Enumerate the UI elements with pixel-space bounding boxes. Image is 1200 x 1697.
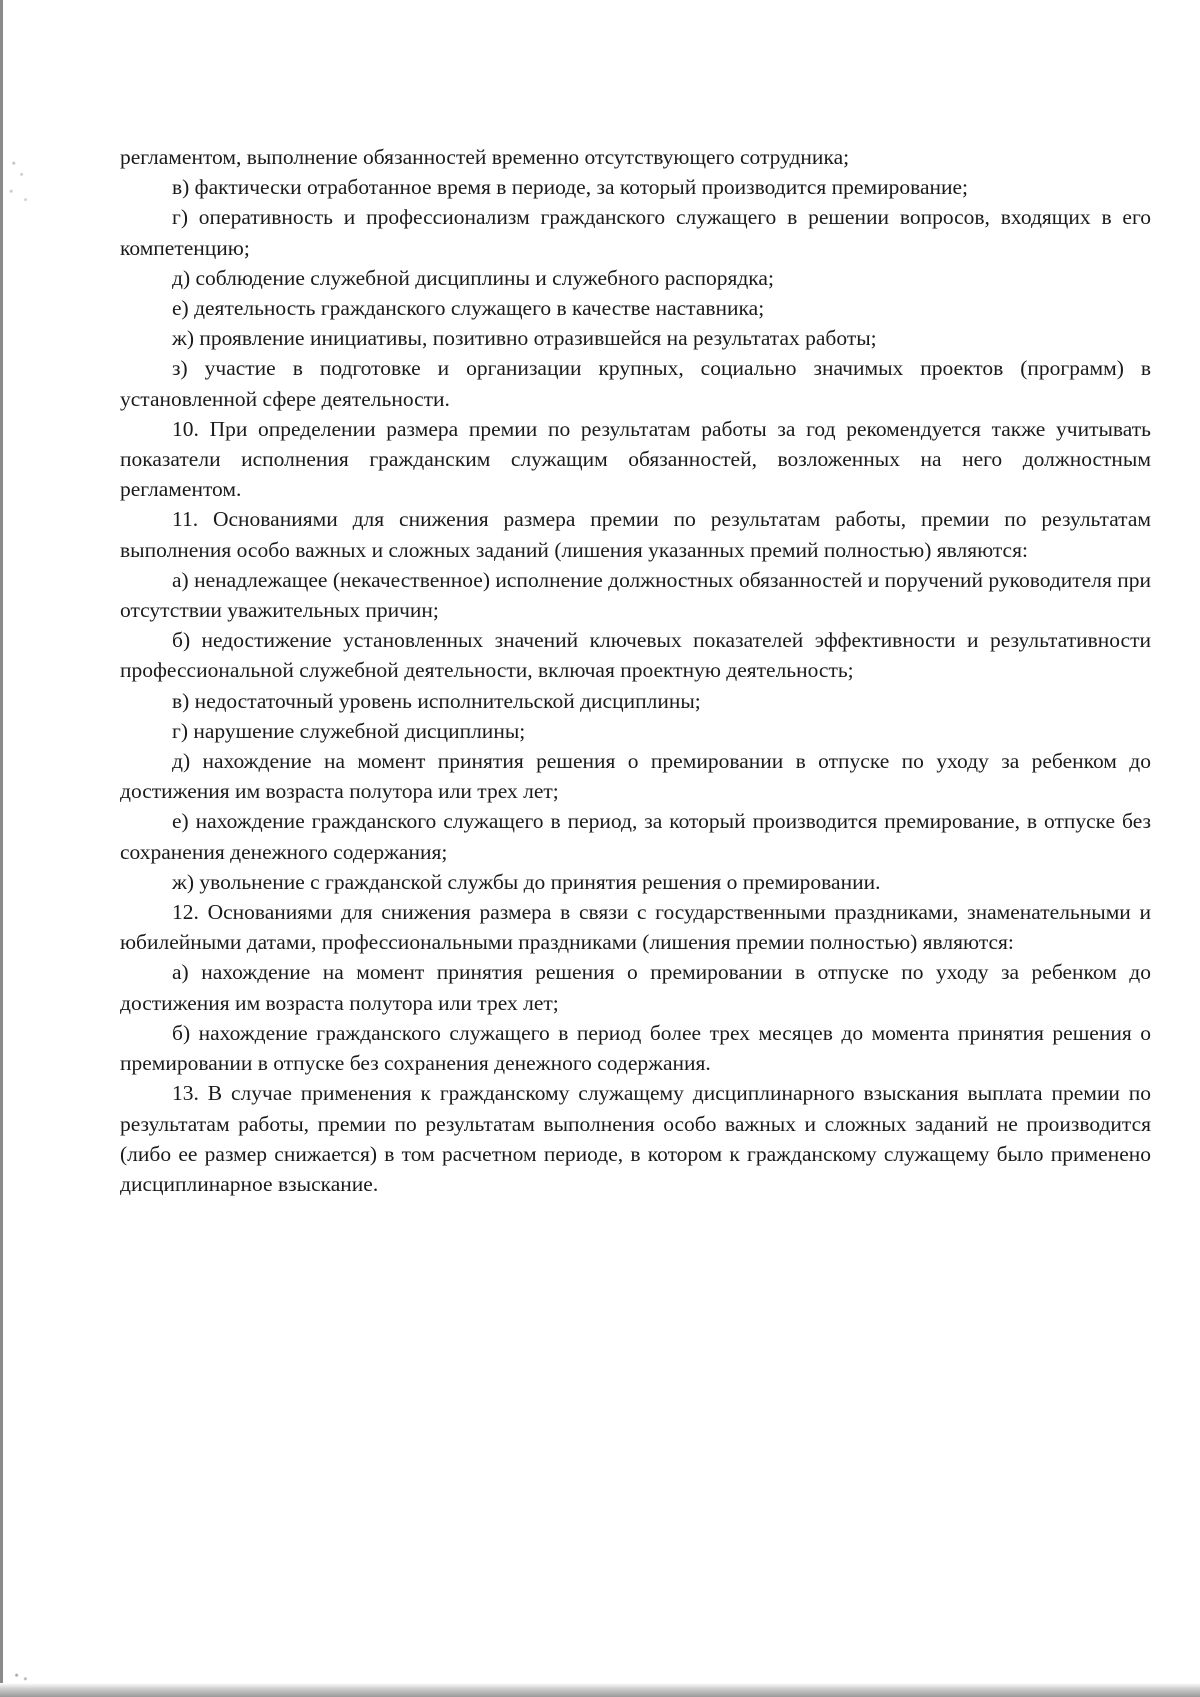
- paragraph-item-11e: е) нахождение гражданского служащего в период, за который производится премирование, в отпуске без сохранения денежного содержания;: [120, 809, 1151, 864]
- paragraph-continuation: регламентом, выполнение обязанностей временно отсутствующего сотрудника;: [120, 145, 850, 169]
- paragraph-item-9z: з) участие в подготовке и организации крупных, социально значимых проектов (программ) в установленной сфере деятельности.: [120, 356, 1151, 411]
- paragraph-clause-11: 11. Основаниями для снижения размера премии по результатам работы, премии по результатам выполнения особо важных и сложных заданий (лишения указанных премий полностью) являются:: [120, 507, 1151, 562]
- paragraph-item-11zh: ж) увольнение с гражданской службы до принятия решения о премировании.: [172, 869, 881, 894]
- paragraph-item-11v: в) недостаточный уровень исполнительской дисциплины;: [172, 688, 701, 713]
- document-body: [120, 142, 1151, 1199]
- paragraph-item-9d: д) соблюдение служебной дисциплины и служебного распорядка;: [172, 265, 774, 290]
- paragraph-item-11g: г) нарушение служебной дисциплины;: [172, 718, 526, 743]
- scan-edge-bottom: [0, 1683, 1200, 1697]
- paragraph-item-12a: а) нахождение на момент принятия решения о премировании в отпуске по уходу за ребенком до достижения им возраста полутора или трех лет;: [120, 960, 1151, 1015]
- paragraph-item-11b: б) недостижение установленных значений ключевых показателей эффективности и результативности профессиональной служебной деятельности, включая проектную деятельность;: [120, 628, 1151, 683]
- paragraph-clause-10: 10. При определении размера премии по результатам работы за год рекомендуется также учитывать показатели исполнения гражданским служащим обязанностей, возложенных на него должностным регламентом.: [120, 416, 1151, 502]
- paragraph-item-9e: е) деятельность гражданского служащего в качестве наставника;: [172, 296, 765, 321]
- paragraph-item-9zh: ж) проявление инициативы, позитивно отразившейся на результатах работы;: [172, 326, 877, 351]
- paragraph-clause-13: 13. В случае применения к гражданскому служащему дисциплинарного взыскания выплата премии по результатам работы, премии по результатам выполнения особо важных и сложных заданий не производится (либо ее размер снижается) в том расчетном периоде, в котором к гражданскому служащему было применено дисциплинарное взыскание.: [120, 1081, 1151, 1196]
- scan-edge-left: [0, 0, 3, 1697]
- paragraph-item-9g: г) оперативность и профессионализм гражданского служащего в решении вопросов, входящих в его компетенцию;: [120, 205, 1151, 260]
- paragraph-clause-12: 12. Основаниями для снижения размера в связи с государственными праздниками, знаменательными и юбилейными датами, профессиональными праздниками (лишения премии полностью) являются:: [120, 900, 1151, 955]
- paragraph-item-11d: д) нахождение на момент принятия решения о премировании в отпуске по уходу за ребенком до достижения им возраста полутора или трех лет;: [120, 749, 1151, 804]
- scan-artifact: [6, 152, 32, 208]
- paragraph-item-11a: а) ненадлежащее (некачественное) исполнение должностных обязанностей и поручений руководителя при отсутствии уважительных причин;: [120, 567, 1151, 623]
- paragraph-item-12b: б) нахождение гражданского служащего в период более трех месяцев до момента принятия решения о премировании в отпуске без сохранения денежного содержания.: [120, 1020, 1151, 1076]
- paragraph-item-9v: в) фактически отработанное время в периоде, за который производится премирование;: [172, 175, 969, 200]
